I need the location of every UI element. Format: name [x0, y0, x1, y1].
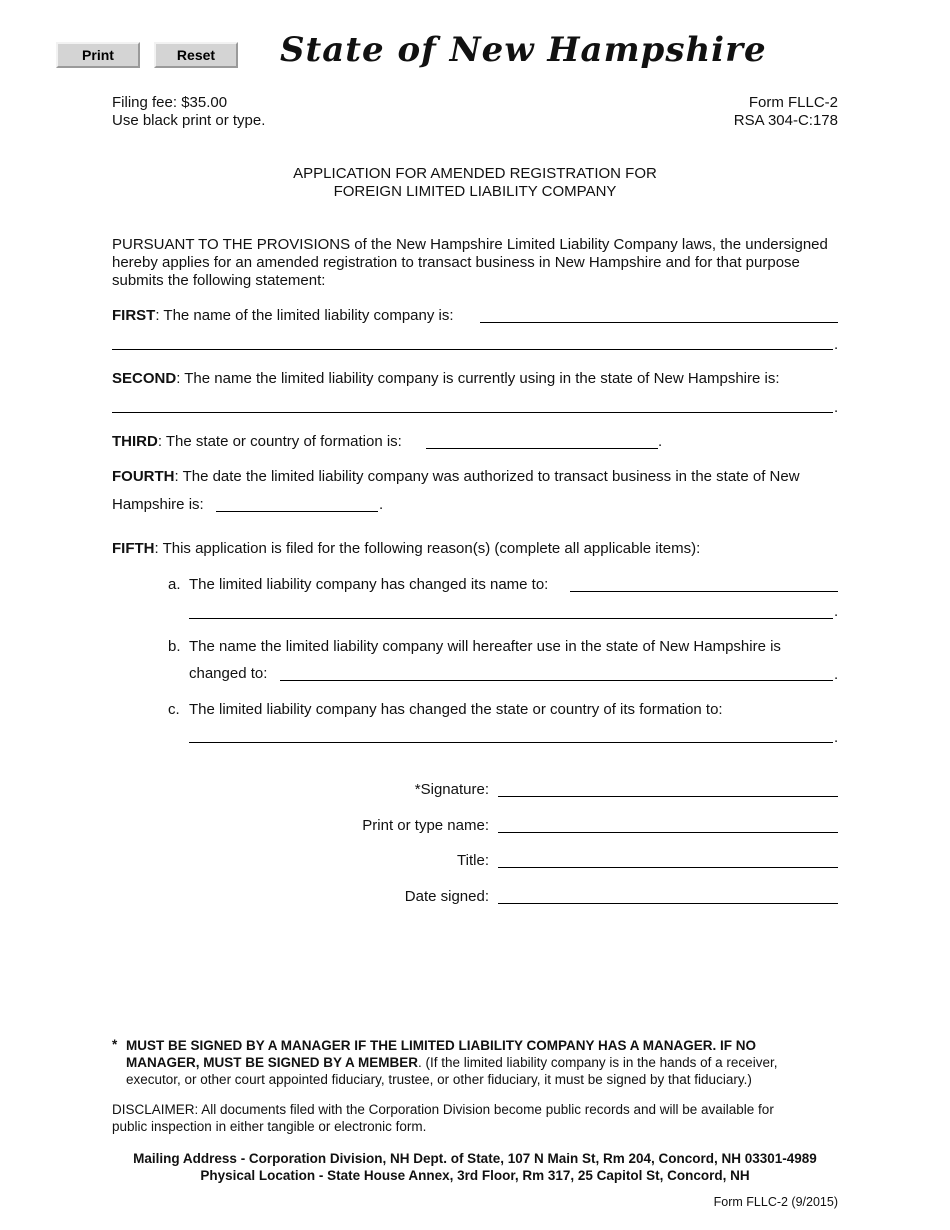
fifth-b-text-cont: changed to:: [189, 665, 268, 682]
fourth-label: FOURTH: [112, 468, 175, 485]
date-signed-label: Date signed:: [404, 888, 489, 905]
rsa-reference: RSA 304-C:178: [733, 112, 838, 129]
period: .: [379, 496, 384, 513]
second-text: : The name the limited liability company is currently using in the state of New Hampshire is:: [176, 370, 780, 387]
footnote-rest1: . (If the limited liability company is in the hands of a receiver,: [418, 1055, 778, 1070]
signature-field[interactable]: [498, 796, 838, 797]
date-signed-field[interactable]: [498, 903, 838, 904]
period: .: [834, 666, 839, 683]
second-field-line[interactable]: [112, 412, 833, 413]
fifth-c-text: The limited liability company has changed the state or country of its formation to:: [189, 701, 723, 718]
first-text: : The name of the limited liability company is:: [155, 307, 454, 324]
header-right: [734, 94, 838, 130]
footnote: [126, 1037, 826, 1088]
period: .: [834, 603, 839, 620]
third-field-line[interactable]: [426, 448, 658, 449]
third-label: THIRD: [112, 433, 158, 450]
print-name-field[interactable]: [498, 832, 838, 833]
fifth-b-marker: b.: [168, 638, 181, 655]
fourth-text: : The date the limited liability company was authorized to transact business in the state of New: [174, 468, 800, 485]
footnote-bold2: MANAGER, MUST BE SIGNED BY A MEMBER: [126, 1055, 419, 1070]
filing-fee: Filing fee: $35.00: [112, 94, 228, 111]
first-field-line2[interactable]: [112, 349, 833, 350]
first-label: FIRST: [112, 307, 156, 324]
form-number: Form FLLC-2: [748, 94, 838, 111]
disclaimer-line2: public inspection in either tangible or electronic form.: [112, 1119, 427, 1134]
intro-paragraph: PURSUANT TO THE PROVISIONS of the New Hampshire Limited Liability Company laws, the undersigned hereby applies for an amended registration to transact business in New Hampshire and for that purpose submits the following statement:: [112, 236, 828, 289]
second-item: [112, 370, 780, 387]
footnote-line3: executor, or other court appointed fiduciary, trustee, or other fiduciary, it must be signed by that fiduciary.): [126, 1072, 752, 1087]
address-block: [0, 1150, 950, 1184]
page-title: State of New Hampshire: [280, 30, 767, 70]
fifth-c-marker: c.: [168, 701, 180, 718]
title-label: Title:: [457, 852, 489, 869]
instruction: Use black print or type.: [112, 112, 266, 129]
period: .: [658, 433, 663, 450]
period: .: [834, 336, 839, 353]
title-field[interactable]: [498, 867, 838, 868]
disclaimer-line1: DISCLAIMER: All documents filed with the Corporation Division become public records and will be available for: [112, 1102, 774, 1117]
fifth-item: [112, 540, 700, 557]
fifth-a-field-line1[interactable]: [570, 591, 838, 592]
period: .: [834, 729, 839, 746]
footnote-line2: [126, 1054, 826, 1071]
print-name-label: Print or type name:: [362, 817, 489, 834]
fifth-a-text: The limited liability company has changed its name to:: [189, 576, 549, 593]
fifth-c-field-line[interactable]: [189, 742, 833, 743]
footnote-bold1: MUST BE SIGNED BY A MANAGER IF THE LIMITED LIABILITY COMPANY HAS A MANAGER. IF NO: [126, 1038, 757, 1053]
print-button[interactable]: Print: [56, 42, 140, 68]
fifth-text: : This application is filed for the following reason(s) (complete all applicable items):: [154, 540, 701, 557]
physical-location: Physical Location - State House Annex, 3rd Floor, Rm 317, 25 Capitol St, Concord, NH: [200, 1168, 750, 1183]
disclaimer: [112, 1101, 842, 1135]
mailing-address: Mailing Address - Corporation Division, NH Dept. of State, 107 N Main St, Rm 204, Concord, NH 03301-4989: [133, 1151, 817, 1166]
signature-label: *Signature:: [414, 781, 489, 798]
reset-button[interactable]: Reset: [154, 42, 238, 68]
form-revision: Form FLLC-2 (9/2015): [713, 1195, 838, 1209]
fifth-a-marker: a.: [168, 576, 181, 593]
third-item: [112, 433, 402, 450]
document-title: [0, 165, 950, 201]
fifth-b-field-line[interactable]: [280, 680, 833, 681]
second-label: SECOND: [112, 370, 177, 387]
fourth-item: [112, 468, 800, 485]
footnote-line1: [126, 1037, 826, 1054]
fourth-field-line[interactable]: [216, 511, 378, 512]
fourth-item-cont: Hampshire is:: [112, 496, 204, 513]
document-title-line1: APPLICATION FOR AMENDED REGISTRATION FOR: [293, 165, 657, 182]
fifth-a-field-line2[interactable]: [189, 618, 833, 619]
fifth-label: FIFTH: [112, 540, 155, 557]
document-title-line2: FOREIGN LIMITED LIABILITY COMPANY: [333, 183, 617, 200]
first-item: [112, 307, 454, 324]
first-field-line1[interactable]: [480, 322, 838, 323]
footnote-asterisk: *: [112, 1037, 118, 1052]
header-left: [112, 94, 265, 130]
fifth-b-text: The name the limited liability company will hereafter use in the state of New Hampshire is: [189, 638, 781, 655]
third-text: : The state or country of formation is:: [157, 433, 402, 450]
period: .: [834, 399, 839, 416]
